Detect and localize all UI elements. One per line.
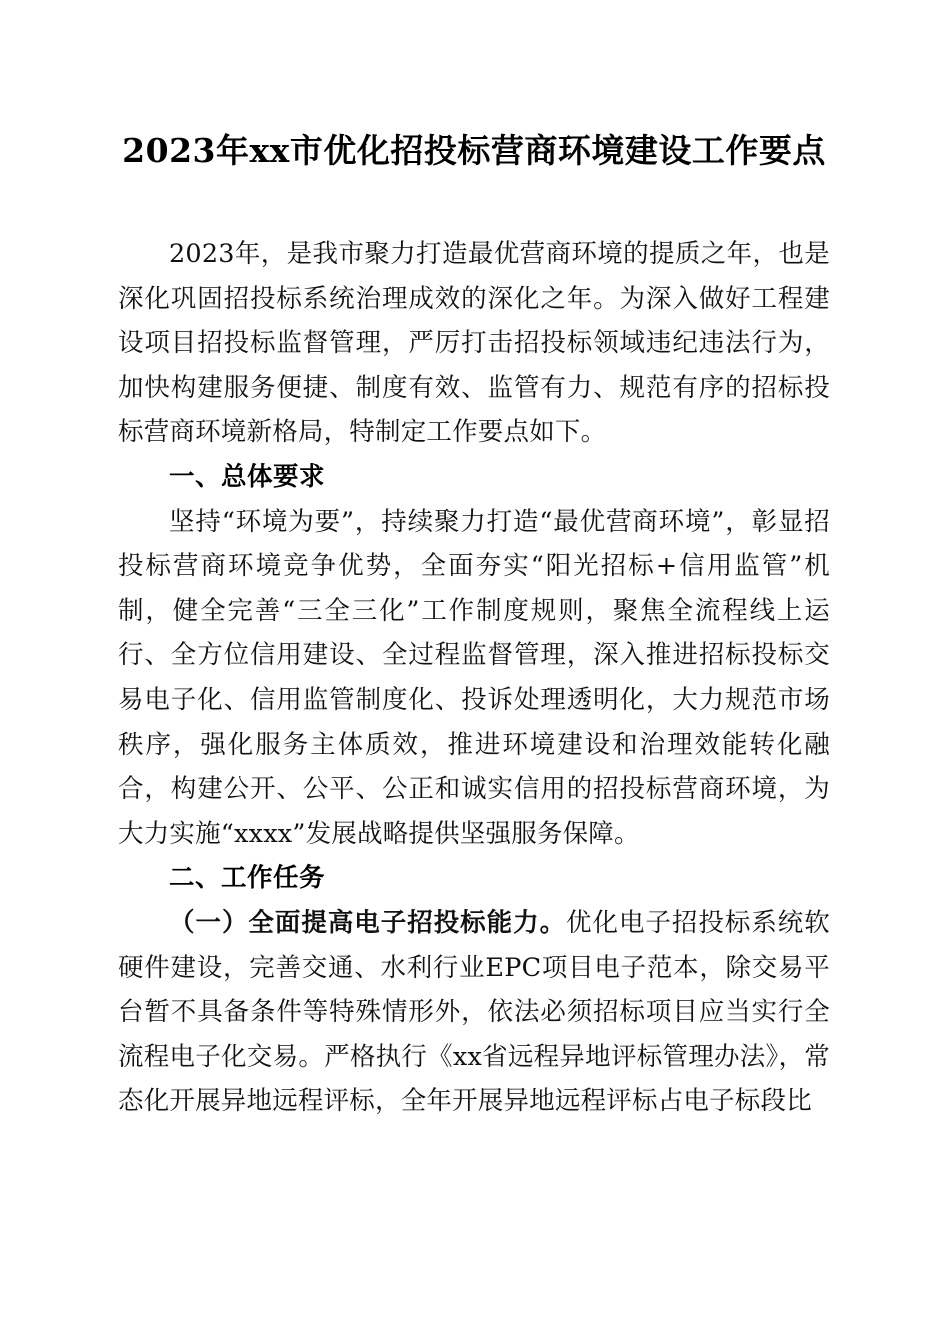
intro-paragraph: 2023年，是我市聚力打造最优营商环境的提质之年，也是深化巩固招投标系统治理成效的深化之年。为深入做好工程建设项目招投标监督管理，严厉打击招投标领域违纪违法行为，加快构建服务便捷、制度有效、监管有力、规范有序的招标投标营商环境新格局，特制定工作要点如下。: [118, 239, 830, 448]
content-bottom-spacer: [118, 1124, 830, 1125]
page-title: 2023年xx市优化招投标营商环境建设工作要点: [122, 131, 826, 170]
task-one-body: 优化电子招投标系统软硬件建设，完善交通、水利行业EPC项目电子范本，除交易平台暂不具备条件等特殊情形外，依法必须招标项目应当实行全流程电子化交易。严格执行《xx省远程异地评标管理办法》，常态化开展异地远程评标，全年开展异地远程评标占电子标段比: [118, 907, 830, 1117]
document-content-column: [118, 0, 830, 1125]
heading-overall-requirements: 一、总体要求: [169, 461, 326, 492]
task-one-paragraph: [118, 901, 830, 1124]
task-one-lead-in: （一）全面提高电子招投标能力。: [169, 907, 567, 938]
heading-work-tasks: 二、工作任务: [169, 863, 326, 894]
overall-requirements-paragraph: 坚持“环境为要”，持续聚力打造“最优营商环境”，彰显招投标营商环境竞争优势，全面夯实“阳光招标+信用监管”机制，健全完善“三全三化”工作制度规则，聚焦全流程线上运行、全方位信用建设、全过程监督管理，深入推进招标投标交易电子化、信用监管制度化、投诉处理透明化，大力规范市场秩序，强化服务主体质效，推进环境建设和治理效能转化融合，构建公开、公平、公正和诚实信用的招投标营商环境，为大力实施“xxxx”发展战略提供坚强服务保障。: [118, 506, 830, 849]
